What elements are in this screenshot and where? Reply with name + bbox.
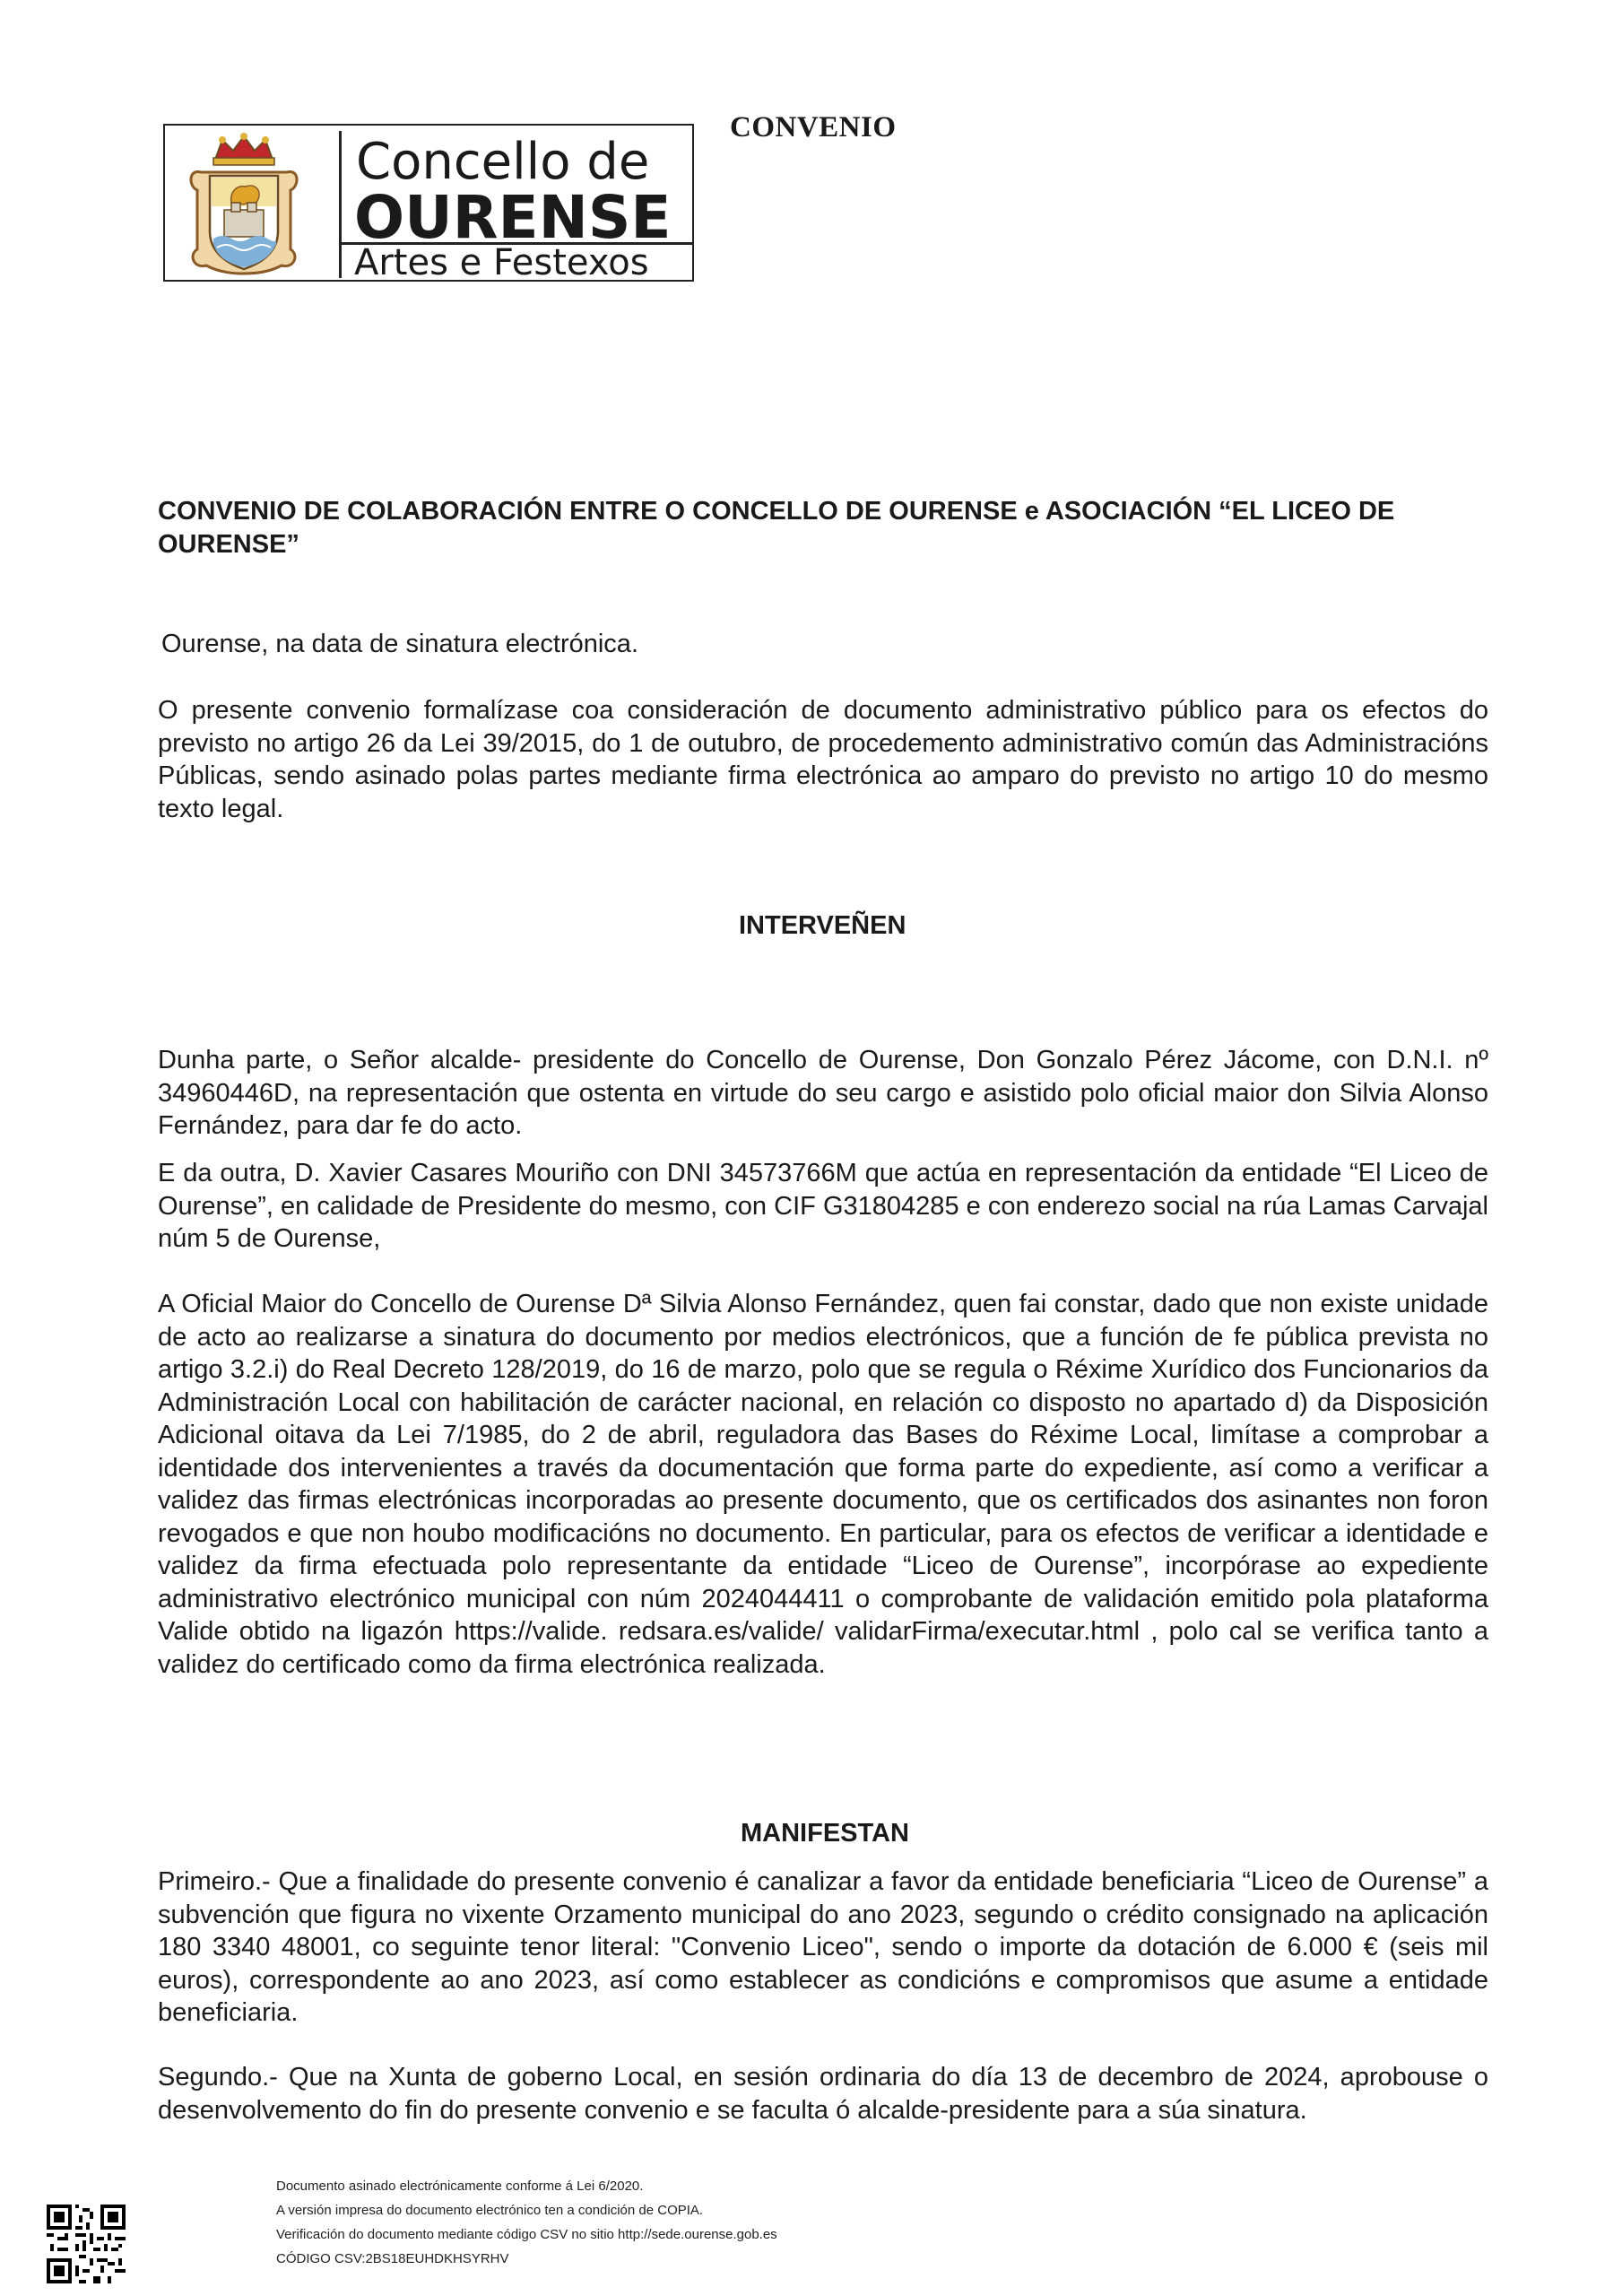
footer-verification (276, 2174, 777, 2271)
logo-line3: Artes e Festexos (342, 242, 693, 278)
footer-line2: A versión impresa do documento electrónico ten a condición de COPIA. (276, 2203, 704, 2218)
footer-line1: Documento asinado electrónicamente conforme á Lei 6/2020. (276, 2179, 644, 2194)
concello-logo (163, 124, 694, 282)
intro-paragraph: O presente convenio formalízase coa consideración de documento administrativo público para os efectos do previsto no artigo 26 da Lei 39/2015, do 1 de outubro, de procedemento administrativo común das Administracións Públicas, sendo asinado polas partes mediante firma electrónica ao amparo do previsto no artigo 10 do mesmo texto legal. (158, 696, 1488, 823)
section-heading-intervenen: INTERVEÑEN (739, 911, 906, 940)
primeiro-paragraph: Primeiro.- Que a finalidade do presente convenio é canalizar a favor da entidade beneficiaria “Liceo de Ourense” a subvención que figura no vixente Orzamento municipal do ano 2023, segundo o crédito consignado na aplicación 180 3340 48001, co seguinte tenor literal: "Convenio Liceo", sendo o importe da dotación de 6.000 € (seis mil euros), correspondente ao ano 2023, así como establecer as condicións e compromisos que asume a entidade beneficiaria. (158, 1867, 1488, 2027)
header-title: CONVENIO (730, 111, 897, 144)
party1-paragraph: Dunha parte, o Señor alcalde- presidente do Concello de Ourense, Don Gonzalo Pérez Jácome, con D.N.I. nº 34960446D, na representación que ostenta en virtude do seu cargo e asistido polo oficial maior don Silvia Alonso Fernández, para dar fe do acto. (158, 1046, 1488, 1140)
document-title: CONVENIO DE COLABORACIÓN ENTRE O CONCELLO DE OURENSE e ASOCIACIÓN “EL LICEO DE OURENSE” (158, 497, 1395, 559)
oficial-paragraph: A Oficial Maior do Concello de Ourense Dª Silvia Alonso Fernández, quen fai constar, dado que non existe unidade de acto ao realizarse a sinatura do documento por medios electrónicos, que a función de fe pública prevista no artigo 3.2.i) do Real Decreto 128/2019, do 16 de marzo, polo que se regula o Réxime Xurídico dos Funcionarios da Administración Local con habilitación de carácter nacional, en relación co disposto no apartado d) da Disposición Adicional oitava da Lei 7/1985, do 2 de abril, reguladora das Bases do Réxime Local, limítase a comprobar a identidade dos intervenientes a través da documentación que forma parte do expediente, así como a verificar a validez das firmas electrónicas incorporadas ao presente documento, que os certificados dos asinantes non foron revogados e que non houbo modificacións no documento. En particular, para os efectos de verificar a identidade e validez da firma efectuada polo representante da entidade “Liceo de Ourense”, incorpórase ao expediente administrativo electrónico municipal con núm 2024044411 o comprobante de validación emitido pola plataforma Valide obtido na ligazón https://valide. redsara.es/valide/ validarFirma/executar.html , polo cal se verifica tanto a validez do certificado como da firma electrónica realizada. (158, 1290, 1488, 1679)
coat-of-arms-icon (165, 126, 323, 280)
logo-text-block (339, 131, 693, 283)
logo-line1: Concello de (356, 133, 650, 191)
section-heading-manifestan: MANIFESTAN (741, 1819, 909, 1848)
party2-paragraph: E da outra, D. Xavier Casares Mouriño con DNI 34573766M que actúa en representación da entidade “El Liceo de Ourense”, en calidade de Presidente do mesmo, con CIF G31804285 e con enderezo social na rúa Lamas Carvajal núm 5 de Ourense, (158, 1159, 1488, 1253)
place-date: Ourense, na data de sinatura electrónica. (161, 630, 638, 658)
footer-csv-code: CÓDIGO CSV:2BS18EUHDKHSYRHV (276, 2251, 509, 2266)
footer-line3: Verificación do documento mediante código CSV no sitio http://sede.ourense.gob.es (276, 2227, 777, 2242)
logo-line2: OURENSE (354, 183, 672, 252)
segundo-paragraph: Segundo.- Que na Xunta de goberno Local, en sesión ordinaria do día 13 de decembro de 2024, aprobouse o desenvolvemento do fin do presente convenio e se faculta ó alcalde-presidente para a súa sinatura. (158, 2063, 1488, 2125)
qr-code-icon (47, 2205, 126, 2283)
